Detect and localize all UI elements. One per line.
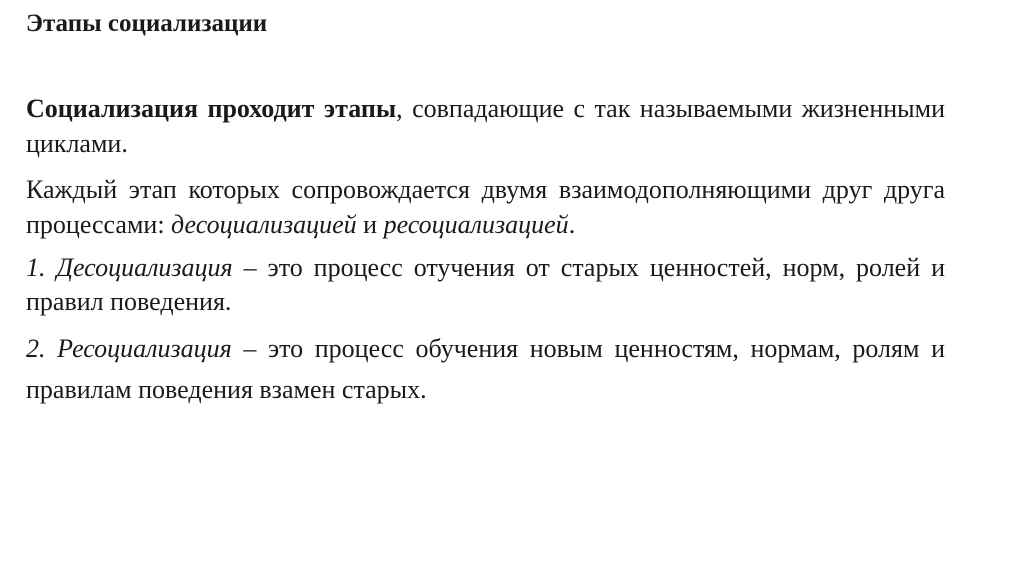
processes-text: Каждый этап которых сопровождается двумя взаимодополняющими друг друга процессами: [26, 175, 945, 239]
stages-text: , совпадающие с так называемыми жизненными циклами. [26, 94, 945, 158]
paragraph-processes [26, 172, 945, 242]
definition-resocialization-term: 2. Ресоциализация – [26, 334, 257, 363]
processes-end: . [568, 210, 576, 239]
term-resocialization: ресоциализацией [383, 210, 569, 239]
definition-resocialization-text: это процесс обучения новым ценностям, нормам, ролям и правилам поведения взамен старых. [26, 334, 945, 404]
stages-bold-phrase: Социализация проходит этапы [26, 94, 397, 123]
slide-title: Этапы социализации [26, 10, 268, 37]
definition-desocialization [26, 251, 945, 319]
definition-resocialization [26, 328, 945, 410]
processes-conjunction: и [356, 210, 384, 239]
definition-desocialization-text: это процесс отучения от старых ценностей, норм, ролей и правил поведения. [26, 253, 945, 316]
term-desocialization: десоциализацией [171, 210, 357, 239]
definition-desocialization-term: 1. Десоциализация – [26, 253, 257, 282]
paragraph-stages [26, 91, 945, 161]
slide-content [26, 91, 945, 410]
